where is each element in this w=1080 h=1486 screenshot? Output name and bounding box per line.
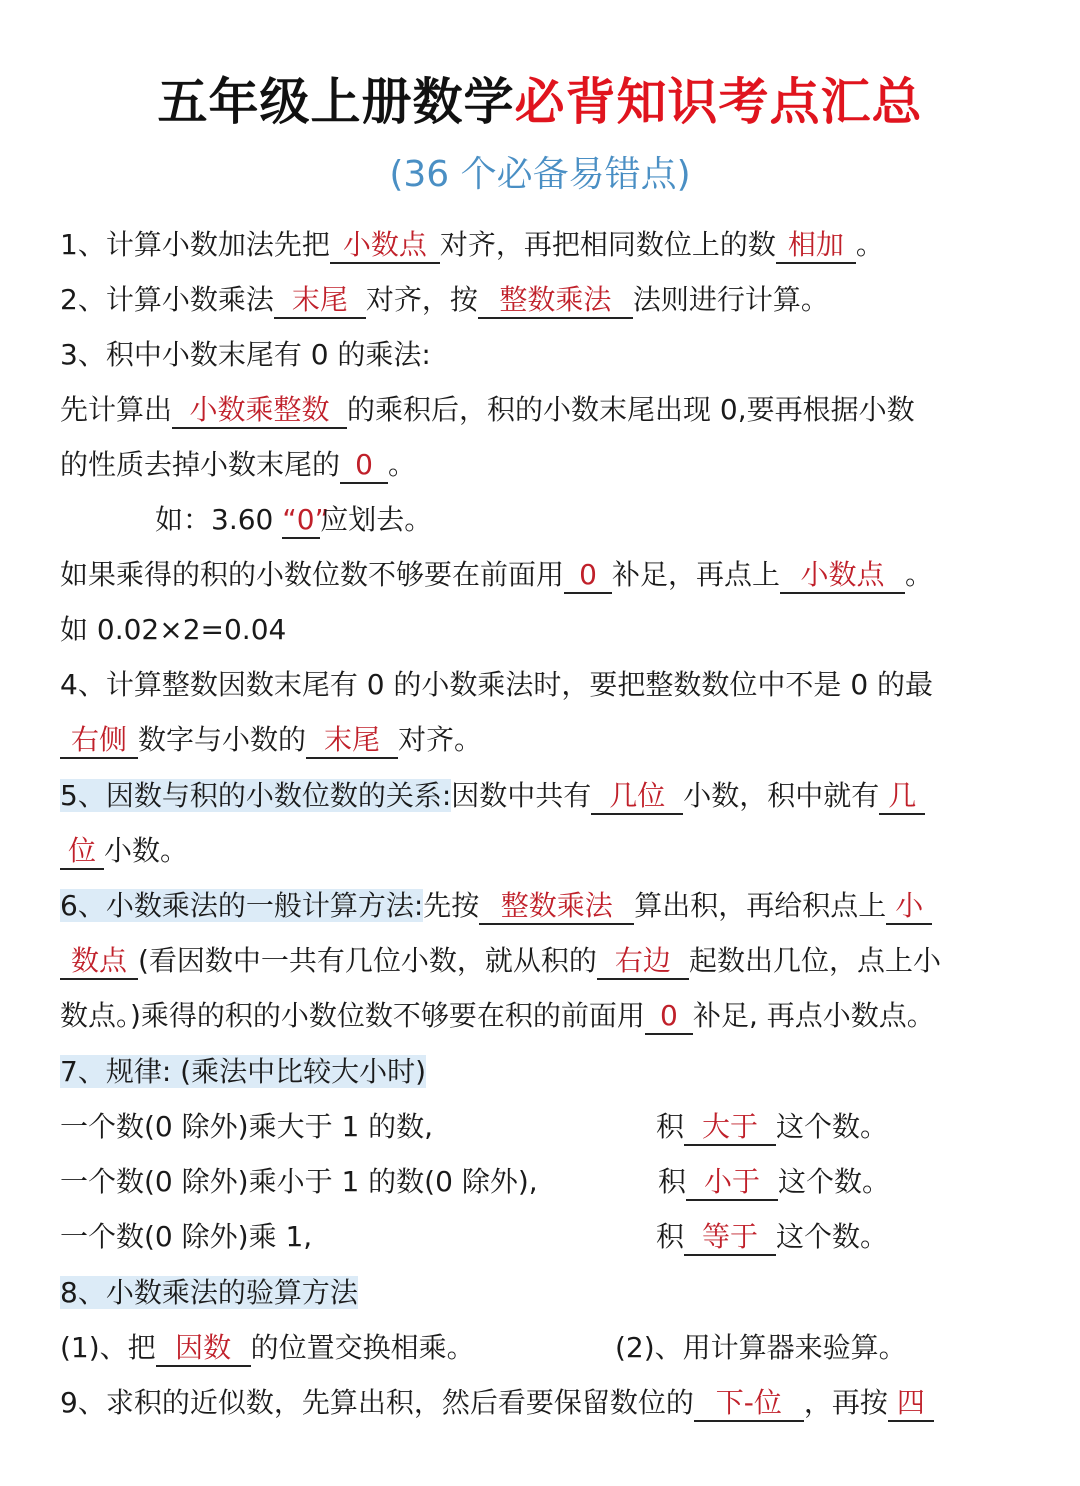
- answer-blank: 四: [888, 1386, 934, 1422]
- answer-blank: 整数乘法: [479, 889, 634, 925]
- answer-blank: 几: [879, 779, 925, 815]
- answer-blank: 数点: [60, 944, 138, 980]
- item-7-row-2: [60, 1162, 891, 1202]
- text: ，再按: [803, 1386, 888, 1419]
- answer-blank: 因数: [156, 1331, 251, 1367]
- text: 。: [905, 558, 934, 591]
- text: 。: [855, 228, 884, 261]
- text: 一个数(0 除外)乘大于 1 的数,: [60, 1110, 434, 1143]
- text: 一个数(0 除外)乘 1,: [60, 1220, 313, 1253]
- answer-blank: 右侧: [60, 723, 138, 759]
- item-8-heading: [60, 1273, 358, 1313]
- item-8-line: [60, 1328, 907, 1368]
- text: 这个数。: [778, 1165, 891, 1198]
- section-heading-highlight: 8、小数乘法的验算方法: [60, 1276, 358, 1309]
- answer-blank: 小数乘整数: [172, 393, 347, 429]
- answer-blank: 小: [886, 889, 932, 925]
- answer-blank: 下-位: [694, 1386, 804, 1422]
- answer-blank: 整数乘法: [478, 283, 633, 319]
- text: 起数出几位，点上小: [688, 944, 941, 977]
- answer-blank: 0: [645, 999, 693, 1035]
- item-5: [60, 776, 925, 816]
- result: [656, 1217, 888, 1257]
- text: 数点。)乘得的积的小数位数不够要在积的前面用: [60, 999, 645, 1032]
- item-7-heading: [60, 1052, 426, 1092]
- text: (看因数中一共有几位小数，就从积的: [138, 944, 597, 977]
- answer-blank: 右边: [597, 944, 689, 980]
- text: 先按: [423, 889, 480, 922]
- answer-blank: 几位: [591, 779, 683, 815]
- text: 对齐，按: [365, 283, 478, 316]
- text: 积: [656, 1110, 685, 1143]
- answer-blank: 等于: [684, 1220, 776, 1256]
- text: 这个数。: [776, 1220, 889, 1253]
- result: [656, 1107, 888, 1147]
- section-heading-highlight: 7、规律: (乘法中比较大小时): [60, 1055, 426, 1088]
- section-heading-highlight: 6、小数乘法的一般计算方法:: [60, 889, 424, 922]
- item-1: [60, 225, 884, 265]
- item-3-example-2: 如 0.02×2=0.04: [60, 613, 287, 646]
- text: 小数。: [104, 834, 189, 867]
- item-7-row-3: [60, 1217, 889, 1257]
- text: 因数中共有: [451, 779, 592, 812]
- item-3-heading: 3、积中小数末尾有 0 的乘法:: [60, 338, 431, 371]
- answer-blank: 小数点: [330, 228, 440, 264]
- item-4-line-2: [60, 720, 482, 760]
- answer-blank: “0”: [282, 503, 320, 539]
- title-black: 五年级上册数学: [157, 73, 515, 131]
- text: 小数，积中就有: [683, 779, 880, 812]
- text: 如：3.60: [155, 503, 283, 536]
- text: 积: [656, 1220, 685, 1253]
- answer-blank: 位: [60, 834, 104, 870]
- page-title: [0, 72, 1080, 132]
- section-heading-highlight: 5、因数与积的小数位数的关系:: [60, 779, 452, 812]
- answer-blank: 0: [564, 558, 612, 594]
- text: 1、计算小数加法先把: [60, 228, 330, 261]
- item-3-line-1: [60, 390, 915, 430]
- answer-blank: 小于: [686, 1165, 778, 1201]
- item-5-line-2: [60, 831, 188, 871]
- answer-blank: 小数点: [780, 558, 905, 594]
- page-subtitle: (36 个必备易错点): [389, 154, 691, 195]
- text: 2、计算小数乘法: [60, 283, 274, 316]
- item-3-example-1: [155, 500, 432, 540]
- item-6-line-2: [60, 941, 941, 981]
- item-3-line-3: [60, 555, 933, 595]
- text: 的性质去掉小数末尾的: [60, 448, 341, 481]
- text: 这个数。: [776, 1110, 889, 1143]
- text: 对齐。: [398, 723, 483, 756]
- text: 。: [388, 448, 417, 481]
- item-3-line-2: [60, 445, 416, 485]
- text: 先计算出: [60, 393, 173, 426]
- text: 补足，再点上: [612, 558, 781, 591]
- item-6: [60, 886, 932, 926]
- item-7-row-1: [60, 1107, 889, 1147]
- text: 如果乘得的积的小数位数不够要在前面用: [60, 558, 565, 591]
- text: 的乘积后，积的小数末尾出现 0,要再根据小数: [347, 393, 915, 426]
- text: 9、求积的近似数，先算出积，然后看要保留数位的: [60, 1386, 694, 1419]
- answer-blank: 末尾: [306, 723, 398, 759]
- answer-blank: 大于: [684, 1110, 776, 1146]
- text: 一个数(0 除外)乘小于 1 的数(0 除外),: [60, 1165, 538, 1198]
- text: 的位置交换相乘。: [250, 1331, 475, 1364]
- text: (2)、用计算器来验算。: [615, 1331, 907, 1364]
- text: 数字与小数的: [138, 723, 307, 756]
- text: 应划去。: [320, 503, 433, 536]
- answer-blank: 相加: [776, 228, 856, 264]
- answer-blank: 末尾: [274, 283, 366, 319]
- answer-blank: 0: [340, 448, 388, 484]
- text: 对齐，再把相同数位上的数: [439, 228, 776, 261]
- item-4-line-1: 4、计算整数因数末尾有 0 的小数乘法时，要把整数数位中不是 0 的最: [60, 668, 934, 701]
- text: (1)、把: [60, 1331, 156, 1364]
- text: 法则进行计算。: [632, 283, 829, 316]
- item-9: [60, 1383, 934, 1423]
- item-6-line-3: [60, 996, 935, 1036]
- result: [658, 1162, 890, 1202]
- title-red: 必背知识考点汇总: [514, 73, 923, 131]
- text: 补足, 再点小数点。: [692, 999, 935, 1032]
- item-2: [60, 280, 829, 320]
- text: 积: [658, 1165, 687, 1198]
- text: 算出积，再给积点上: [634, 889, 887, 922]
